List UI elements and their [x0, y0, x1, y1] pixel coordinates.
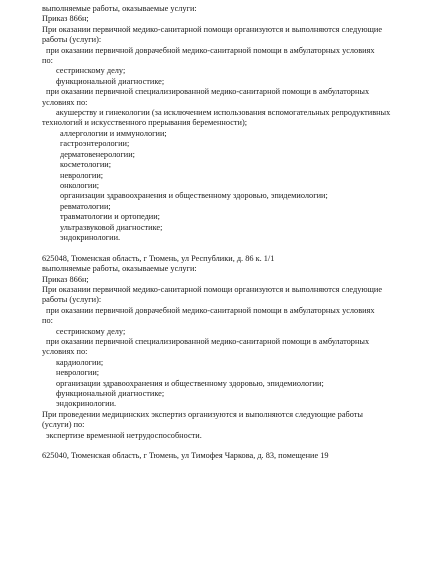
service-item: эндокринологии.: [60, 232, 121, 242]
specialized-care-line: при оказании первичной специализированной медико-санитарной помощи в амбулаторных: [46, 87, 370, 97]
service-item: неврологии;: [56, 368, 100, 378]
intro-line: При оказании первичной медико-санитарной помощи организуются и выполняются следующие: [42, 24, 383, 34]
order-reference: Приказ 866н;: [42, 14, 89, 24]
service-item: ревматологии;: [60, 201, 111, 211]
intro-line: При оказании первичной медико-санитарной помощи организуются и выполняются следующие: [42, 284, 383, 294]
service-item: косметологии;: [60, 160, 112, 170]
intro-line: работы (услуги):: [42, 35, 102, 45]
prenurse-care-line: по:: [42, 316, 53, 326]
service-item: акушерству и гинекологии (за исключением использования вспомогательных репродуктивных: [56, 108, 391, 118]
service-item: сестринскому делу;: [56, 326, 126, 336]
prenurse-care-line: при оказании первичной доврачебной медико-санитарной помощи в амбулаторных условиях: [46, 45, 375, 55]
service-item: гастроэнтерологии;: [60, 139, 130, 149]
exam-intro-line: При проведении медицинских экспертиз организуются и выполняются следующие работы: [42, 409, 363, 419]
works-header: выполняемые работы, оказываемые услуги:: [42, 264, 197, 274]
specialized-care-line: условиях по:: [42, 347, 88, 357]
specialized-care-line: при оказании первичной специализированной медико-санитарной помощи в амбулаторных: [46, 336, 370, 346]
spacer: [42, 441, 422, 451]
spacer: [42, 243, 422, 253]
prenurse-care-line: по:: [42, 56, 53, 66]
prenurse-care-line: при оказании первичной доврачебной медико-санитарной помощи в амбулаторных условиях: [46, 305, 375, 315]
service-item-continuation: технологий и искусственного прерывания беременности);: [42, 118, 248, 128]
service-item: аллергологии и иммунологии;: [60, 128, 167, 138]
service-item: неврологии;: [60, 170, 104, 180]
service-item: травматологии и ортопедии;: [60, 212, 160, 222]
service-item: эндокринологии.: [56, 399, 117, 409]
license-block-1: [42, 4, 422, 243]
intro-line: работы (услуги):: [42, 295, 102, 305]
works-header: выполняемые работы, оказываемые услуги:: [42, 4, 197, 13]
service-item: организации здравоохранения и общественному здоровью, эпидемиологии;: [60, 191, 328, 201]
license-block-3: [42, 451, 422, 461]
address-line: 625040, Тюменская область, г Тюмень, ул Тимофея Чаркова, д. 83, помещение 19: [42, 451, 329, 461]
service-item: онкологии;: [60, 180, 100, 190]
service-item: ультразвуковой диагностике;: [60, 222, 163, 232]
service-item: экспертизе временной нетрудоспособности.: [46, 430, 202, 440]
address-line: 625048, Тюменская область, г Тюмень, ул Республики, д. 86 к. 1/1: [42, 253, 275, 263]
license-block-2: [42, 254, 422, 441]
service-item: организации здравоохранения и общественному здоровью, эпидемиологии;: [56, 378, 324, 388]
specialized-care-line: условиях по:: [42, 97, 88, 107]
service-item: функциональной диагностике;: [56, 389, 165, 399]
service-item: кардиологии;: [56, 357, 104, 367]
service-item: функциональной диагностике;: [56, 76, 165, 86]
order-reference: Приказ 866н;: [42, 274, 89, 284]
service-item: сестринскому делу;: [56, 66, 126, 76]
exam-intro-line: (услуги) по:: [42, 420, 85, 430]
service-item: дерматовенерологии;: [60, 149, 135, 159]
